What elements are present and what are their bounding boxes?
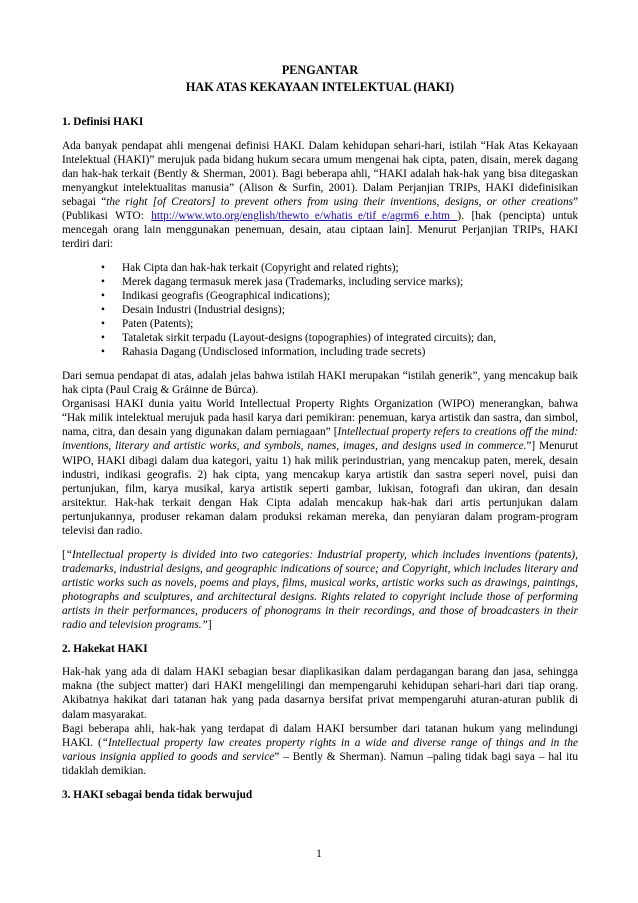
document-title-line1: PENGANTAR xyxy=(281,63,359,77)
list-item: • Desain Industri (Industrial designs); xyxy=(122,303,578,317)
document-page xyxy=(62,62,578,802)
list-item: • Rahasia Dagang (Undisclosed information, including trade secrets) xyxy=(122,345,578,359)
section1-heading: 1. Definisi HAKI xyxy=(62,116,144,128)
page-number: 1 xyxy=(316,848,322,860)
list-item: • Indikasi geografis (Geographical indications); xyxy=(122,289,578,303)
section1-paragraph3: Organisasi HAKI dunia yaitu World Intellectual Property Rights Organization (WIPO) menerangkan, bahwa “Hak milik intelektual merujuk pada hasil karya dari pemikiran: penemuan, karya artistik dan sastra, dan simbol, nama, citra, dan desain yang digunakan dalam perniagaan” [Intellectual property refers to creations off the mind: inventions, literary and artistic works, and symbols, names, images, and designs used in commerce.”] Menurut WIPO, HAKI dibagi dalam dua kategori, yaitu 1) hak milik perindustrian, yang mencakup paten, merek, desain industri, indikasi geografis. 2) hak cipta, yang mencakup karya artistik dan sastra seperi novel, puisi dan pertunjukan, film, karya musikal, karya artistik seperti gambar, lukisan, fotografi dan ukiran, dan desain arsitektur. Hak-hak terkait dengan Hak Cipta adalah mencakup hak-hak dari artis pertunjukan dalam pertunjukannya, produser rekaman dalam produksi rekaman mereka, dan penyiaran dalam program-program televisi dan radio. xyxy=(62,398,578,538)
section1-paragraph2: Dari semua pendapat di atas, adalah jelas bahwa istilah HAKI merupakan “istilah generik”, yang mencakup baik hak cipta (Paul Craig & Gráinne de Búrca). xyxy=(62,370,578,397)
section1-paragraph1: Ada banyak pendapat ahli mengenai definisi HAKI. Dalam kehidupan sehari-hari, istilah “Hak Atas Kekayaan Intelektual (HAKI)” merujuk pada bidang hukum secara umum mengenai hak cipta, paten, disain, merek dagang dan hak-hak terkait (Bently & Sherman, 2001). Bagi beberapa ahli, “HAKI adalah hak-hak yang bisa ditegaskan menyangkut intelektualitas manusia” (Alison & Surfin, 2001). Dalam Perjanjian TRIPs, HAKI didefinisikan sebagai “the right [of Creators] to prevent others from using their inventions, designs, or other creations” (Publikasi WTO: http://www.wto.org/english/thewto_e/whatis_e/tif_e/agrm6_e.htm ). [hak (pencipta) untuk mencegah orang lain menggunakan penemuan, desain, atau ciptaan lain]. Menurut Perjanjian TRIPs, HAKI terdiri dari: xyxy=(62,139,578,251)
section3-heading: 3. HAKI sebagai benda tidak berwujud xyxy=(62,788,253,801)
list-item: • Merek dagang termasuk merek jasa (Trademarks, including service marks); xyxy=(122,275,578,289)
section1-paragraph4: [“Intellectual property is divided into two categories: Industrial property, which includes inventions (patents), trademarks, industrial designs, and geographic indications of source; and Copyright, which includes literary and artistic works such as novels, poems and plays, films, musical works, artistic works such as drawings, paintings, photographs and sculptures, and architectural designs. Rights related to copyright include those of performing artists in their performances, producers of phonograms in their recordings, and those of broadcasters in their radio and television programs.”] xyxy=(62,548,578,632)
list-item: • Tataletak sirkit terpadu (Layout-designs (topographies) of integrated circuits); dan, xyxy=(122,331,578,345)
list-item: • Paten (Patents); xyxy=(122,317,578,331)
list-item: • Hak Cipta dan hak-hak terkait (Copyright and related rights); xyxy=(122,261,578,275)
wto-link[interactable]: http://www.wto.org/english/thewto_e/whatis_e/tif_e/agrm6_e.htm xyxy=(151,210,458,223)
section2-heading: 2. Hakekat HAKI xyxy=(62,642,148,655)
section2-paragraph2: Bagi beberapa ahli, hak-hak yang terdapat di dalam HAKI bersumber dari tatanan hukum yang melindungi HAKI. (“Intellectual property law creates property rights in a wide and diverse range of things and in the various insignia applied to goods and service” – Bently & Sherman). Namun –paling tidak bagi saya – hal itu tidaklah demikian. xyxy=(62,722,578,777)
document-title-line2: HAK ATAS KEKAYAAN INTELEKTUAL (HAKI) xyxy=(185,80,455,94)
trips-list xyxy=(62,261,578,360)
section2-paragraph1: Hak-hak yang ada di dalam HAKI sebagian besar diaplikasikan dalam perdagangan barang dan jasa, sehingga makna (the subject matter) dari HAKI mengelilingi dan mempengaruhi kehidupan sehari-hari dari tiap orang. Akibatnya hakikat dari tatanan hak yang pada dasarnya bersifat privat mempengaruhi aturan-aturan publik di dalam masyarakat. xyxy=(62,666,578,721)
